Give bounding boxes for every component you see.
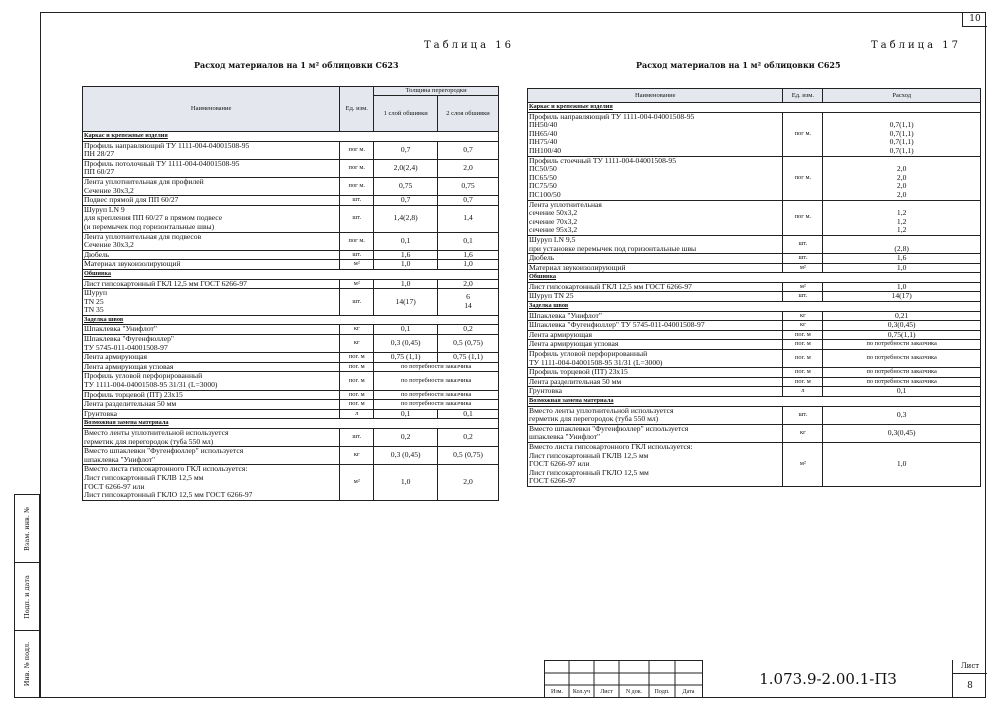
table-row — [528, 156, 981, 200]
cell-unit: шт. — [340, 196, 374, 206]
section-row — [528, 273, 981, 283]
cell-unit: пог. м — [340, 400, 374, 410]
section-title: Каркас и крепежные изделия — [83, 132, 499, 142]
cell-unit: пог. м — [340, 390, 374, 400]
revision-col-label: Лист — [600, 689, 613, 695]
cell-value-1: 0,75 (1,1) — [374, 353, 438, 363]
cell-unit: кг — [783, 311, 823, 321]
cell-name: Дюбель — [528, 254, 783, 264]
cell-unit: пог м. — [783, 200, 823, 235]
cell-unit: кг — [783, 424, 823, 442]
cell-value: 0,1 — [823, 387, 981, 397]
cell-value: по потребности заказчика — [374, 372, 499, 390]
table-row — [528, 112, 981, 156]
table-17-title: Расход материалов на 1 м² облицовки С625 — [636, 60, 841, 70]
section-title: Заделка швов — [528, 302, 981, 312]
cell-value-1: 0,1 — [374, 409, 438, 419]
cell-value-1: 0,2 — [374, 429, 438, 447]
cell-value-1: 0,1 — [374, 232, 438, 250]
table-row — [83, 400, 499, 410]
cell-name: Лента армирующая — [528, 330, 783, 340]
cell-value: по потребности заказчика — [823, 350, 981, 368]
cell-name: Шпаклевка "Унифлот" — [528, 311, 783, 321]
cell-unit: м² — [340, 465, 374, 500]
cell-name: Вместо ленты уплотнительной используется герметик для перегородок (туба 550 мл) — [528, 406, 783, 424]
cell-value: 1,2 1,2 1,2 — [823, 200, 981, 235]
table-16-title: Расход материалов на 1 м² облицовки С623 — [194, 60, 399, 70]
sheet-label: Лист — [953, 660, 987, 674]
cell-unit: шт. — [783, 406, 823, 424]
cell-value-1: 1,0 — [374, 260, 438, 270]
table-row — [528, 263, 981, 273]
section-title: Заделка швов — [83, 315, 499, 325]
cell-unit: шт. — [783, 254, 823, 264]
cell-unit: пог м. — [340, 177, 374, 195]
table-row — [528, 282, 981, 292]
cell-value-1: 0,7 — [374, 141, 438, 159]
cell-unit: шт. — [783, 235, 823, 253]
col-one-layer-header: 1 слой обшивки — [374, 96, 438, 132]
cell-value-1: 14(17) — [374, 289, 438, 316]
cell-unit: пог. м — [340, 353, 374, 363]
table-row — [528, 442, 981, 486]
table-row — [528, 254, 981, 264]
cell-value: 0,3 — [823, 406, 981, 424]
cell-unit: пог. м — [783, 368, 823, 378]
revision-col-label: N док. — [625, 689, 643, 695]
cell-value: по потребности заказчика — [374, 390, 499, 400]
cell-value: (2,8) — [823, 235, 981, 253]
sheet-number: 8 — [967, 681, 973, 691]
table-row — [528, 424, 981, 442]
cell-value-2: 1,6 — [438, 250, 499, 260]
cell-value-2: 0,2 — [438, 325, 499, 335]
cell-unit: пог. м — [783, 377, 823, 387]
section-row — [528, 103, 981, 113]
stamp-inv-orig: Инв. № подл. — [23, 641, 31, 687]
cell-value-1: 0,3 (0,45) — [374, 447, 438, 465]
cell-value-1: 1,0 — [374, 465, 438, 500]
cell-name: Профиль угловой перфорированный ТУ 1111-004-04001508-95 31/31 (L=3000) — [528, 350, 783, 368]
cell-unit: шт. — [783, 292, 823, 302]
cell-unit: м² — [340, 260, 374, 270]
cell-name: Лист гипсокартонный ГКЛ 12,5 мм ГОСТ 6266-97 — [528, 282, 783, 292]
stamp-sign-date: Подп. и дата — [15, 563, 39, 631]
cell-value-1: 1,0 — [374, 279, 438, 289]
cell-value-2: 0,75 — [438, 177, 499, 195]
cell-value: 0,21 — [823, 311, 981, 321]
cell-value-1: 1,6 — [374, 250, 438, 260]
cell-value: 1,0 — [823, 282, 981, 292]
section-row — [528, 302, 981, 312]
table-17 — [527, 88, 981, 487]
cell-unit: пог м. — [340, 141, 374, 159]
cell-value: 2,0 2,0 2,0 2,0 — [823, 156, 981, 200]
table-row — [528, 368, 981, 378]
cell-value: по потребности заказчика — [374, 362, 499, 372]
section-title: Обшивка — [83, 269, 499, 279]
cell-value-2: 0,7 — [438, 196, 499, 206]
section-row — [83, 269, 499, 279]
cell-name: Вместо шпаклевки "Фугенфюллер" используется шпаклевка "Унифлот" — [528, 424, 783, 442]
table-row — [83, 465, 499, 500]
cell-unit: кг — [783, 321, 823, 331]
section-title: Возможная замена материала — [83, 419, 499, 429]
cell-value-2: 0,5 (0,75) — [438, 447, 499, 465]
cell-value-1: 0,1 — [374, 325, 438, 335]
table-row — [83, 447, 499, 465]
cell-name: Профиль торцевой (ПТ) 23х15 — [83, 390, 340, 400]
table-row — [528, 321, 981, 331]
cell-unit: м² — [783, 282, 823, 292]
table-16-label: Таблица 16 — [424, 40, 514, 51]
cell-name: Лента армирующая — [83, 353, 340, 363]
cell-name: Лента разделительная 50 мм — [83, 400, 340, 410]
table-row — [83, 279, 499, 289]
cell-unit: пог. м — [783, 340, 823, 350]
table-row — [528, 350, 981, 368]
revision-col-label: Кол.уч — [572, 689, 591, 695]
cell-name: Лист гипсокартонный ГКЛ 12,5 мм ГОСТ 6266-97 — [83, 279, 340, 289]
cell-unit: кг — [340, 335, 374, 353]
cell-value: по потребности заказчика — [823, 368, 981, 378]
cell-value-1: 0,7 — [374, 196, 438, 206]
table-row — [83, 372, 499, 390]
cell-unit: шт. — [340, 289, 374, 316]
cell-unit: шт. — [340, 429, 374, 447]
cell-name: Подвес прямой для ПП 60/27 — [83, 196, 340, 206]
cell-value-2: 0,1 — [438, 409, 499, 419]
col-name-header: Наименование — [83, 87, 340, 132]
cell-value-2: 2,0 — [438, 465, 499, 500]
cell-name: Лента армирующая угловая — [528, 340, 783, 350]
cell-name: Шпаклевка "Фугенфюллер" ТУ 5745-011-04001508-97 — [83, 335, 340, 353]
cell-value-2: 0,2 — [438, 429, 499, 447]
side-stamp — [14, 494, 40, 698]
cell-name: Лента уплотнительная для подвесов Сечение 30х3,2 — [83, 232, 340, 250]
section-row — [528, 397, 981, 407]
cell-value-2: 1,0 — [438, 260, 499, 270]
cell-name: Профиль направляющий ТУ 1111-004-04001508-95 ПН50/40 ПН65/40 ПН75/40 ПН100/40 — [528, 112, 783, 156]
table-17-label: Таблица 17 — [871, 40, 961, 51]
cell-unit: пог. м — [340, 362, 374, 372]
cell-name: Лента уплотнительная для профилей Сечение 30х3,2 — [83, 177, 340, 195]
cell-unit: пог. м — [340, 372, 374, 390]
cell-name: Профиль направляющий ТУ 1111-004-04001508-95 ПН 28/27 — [83, 141, 340, 159]
cell-name: Профиль угловой перфорированный ТУ 1111-004-04001508-95 31/31 (L=3000) — [83, 372, 340, 390]
cell-value-2: 1,4 — [438, 205, 499, 232]
table-row — [83, 335, 499, 353]
cell-name: Грунтовка — [83, 409, 340, 419]
cell-value: по потребности заказчика — [823, 340, 981, 350]
cell-unit: пог. м — [783, 330, 823, 340]
cell-name: Лента уплотнительная сечение 50х3,2 сечение 70х3,2 сечение 95х3,2 — [528, 200, 783, 235]
revision-col-label: Подп. — [654, 689, 670, 695]
cell-value-1: 2,0(2,4) — [374, 159, 438, 177]
cell-name: Шуруп TN 25 TN 35 — [83, 289, 340, 316]
title-block — [544, 660, 986, 698]
document-code: 1.073.9-2.00.1-ПЗ — [702, 660, 953, 698]
cell-value: по потребности заказчика — [374, 400, 499, 410]
cell-value-2: 0,7 — [438, 141, 499, 159]
cell-name: Лента армирующая угловая — [83, 362, 340, 372]
cell-unit: л — [783, 387, 823, 397]
table-row — [528, 235, 981, 253]
table-row — [83, 260, 499, 270]
cell-name: Профиль потолочный ТУ 1111-004-04001508-95 ПП 60/27 — [83, 159, 340, 177]
section-title: Каркас и крепежные изделия — [528, 103, 981, 113]
cell-name: Лента разделительная 50 мм — [528, 377, 783, 387]
section-title: Обшивка — [528, 273, 981, 283]
cell-name: Дюбель — [83, 250, 340, 260]
cell-name: Шпаклевка "Унифлот" — [83, 325, 340, 335]
cell-value: 0,3(0,45) — [823, 321, 981, 331]
cell-value: 14(17) — [823, 292, 981, 302]
cell-value-2: 0,75 (1,1) — [438, 353, 499, 363]
col-unit-header: Ед. изм. — [340, 87, 374, 132]
cell-value-2: 6 14 — [438, 289, 499, 316]
cell-value-1: 0,75 — [374, 177, 438, 195]
table-row — [83, 177, 499, 195]
sheet-box — [952, 660, 987, 698]
cell-unit: пог. м — [783, 350, 823, 368]
section-row — [83, 132, 499, 142]
table-row — [83, 409, 499, 419]
col-unit-header: Ед. изм. — [783, 89, 823, 103]
table-row — [528, 377, 981, 387]
cell-value: 0,75(1,1) — [823, 330, 981, 340]
cell-value: по потребности заказчика — [823, 377, 981, 387]
table-row — [83, 196, 499, 206]
cell-name: Вместо ленты уплотнительной используется герметик для перегородок (туба 550 мл) — [83, 429, 340, 447]
corner-number: 10 — [962, 12, 987, 27]
section-title: Возможная замена материала — [528, 397, 981, 407]
cell-value: 1,0 — [823, 263, 981, 273]
col-name-header: Наименование — [528, 89, 783, 103]
cell-name: Вместо листа гипсокартонного ГКЛ используется: Лист гипсокартонный ГКЛВ 12,5 мм ГОСТ 6266-97 или Лист гипсокартонный ГКЛО 12,5 мм ГОСТ 6266-97 — [528, 442, 783, 486]
cell-name: Вместо листа гипсокартонного ГКЛ используется: Лист гипсокартонный ГКЛВ 12,5 мм ГОСТ 6266-97 или Лист гипсокартонный ГКЛО 12,5 мм ГОСТ 6266-97 — [83, 465, 340, 500]
revision-grid — [544, 660, 702, 698]
table-row — [83, 141, 499, 159]
table-row — [528, 292, 981, 302]
table-16 — [82, 86, 499, 501]
cell-unit: шт. — [340, 250, 374, 260]
cell-unit: шт. — [340, 205, 374, 232]
cell-value-2: 2,0 — [438, 159, 499, 177]
table-row — [83, 232, 499, 250]
cell-unit: пог м. — [340, 232, 374, 250]
cell-name: Грунтовка — [528, 387, 783, 397]
cell-name: Вместо шпаклевки "Фугенфюллер" используется шпаклевка "Унифлот" — [83, 447, 340, 465]
cell-value-1: 1,4(2,8) — [374, 205, 438, 232]
cell-unit: м² — [340, 279, 374, 289]
cell-unit: л — [340, 409, 374, 419]
cell-value-1: 0,3 (0,45) — [374, 335, 438, 353]
cell-name: Шуруп TN 25 — [528, 292, 783, 302]
revision-col-label: Дата — [682, 689, 695, 695]
cell-name: Профиль стоечный ТУ 1111-004-04001508-95 ПС50/50 ПС65/50 ПС75/50 ПС100/50 — [528, 156, 783, 200]
cell-unit: м² — [783, 442, 823, 486]
cell-name: Материал звукоизолирующий — [83, 260, 340, 270]
table-row — [83, 205, 499, 232]
table-row — [83, 429, 499, 447]
table-row — [528, 406, 981, 424]
cell-value-2: 2,0 — [438, 279, 499, 289]
cell-name: Шуруп LN 9 для крепления ПП 60/27 в прямом подвесе (и перемычек под горизонтальные швы) — [83, 205, 340, 232]
col-rate-header: Расход — [823, 89, 981, 103]
cell-name: Материал звукоизолирующий — [528, 263, 783, 273]
table-row — [528, 200, 981, 235]
cell-name: Шпаклевка "Фугенфюллер" ТУ 5745-011-04001508-97 — [528, 321, 783, 331]
revision-labels — [545, 686, 702, 698]
cell-value: 0,3(0,45) — [823, 424, 981, 442]
revision-col-label: Изм. — [551, 689, 563, 695]
cell-unit: кг — [340, 325, 374, 335]
cell-name: Шуруп LN 9,5 при установке перемычек под горизонтальные швы — [528, 235, 783, 253]
table-row — [83, 159, 499, 177]
cell-unit: м² — [783, 263, 823, 273]
col-two-layer-header: 2 слоя обшивки — [438, 96, 499, 132]
cell-value-2: 0,5 (0,75) — [438, 335, 499, 353]
cell-name: Профиль торцевой (ПТ) 23х15 — [528, 368, 783, 378]
col-thickness-header: Толщина перегородки — [374, 87, 499, 96]
cell-value: 1,6 — [823, 254, 981, 264]
cell-value: 1,0 — [823, 442, 981, 486]
cell-unit: пог м. — [783, 156, 823, 200]
table-row — [83, 289, 499, 316]
stamp-replace-inv: Взам. инв. № — [15, 495, 39, 563]
table-row — [528, 387, 981, 397]
cell-value: 0,7(1,1) 0,7(1,1) 0,7(1,1) 0,7(1,1) — [823, 112, 981, 156]
cell-unit: пог м. — [340, 159, 374, 177]
cell-unit: кг — [340, 447, 374, 465]
cell-unit: пог м. — [783, 112, 823, 156]
cell-value-2: 0,1 — [438, 232, 499, 250]
table-row — [83, 353, 499, 363]
